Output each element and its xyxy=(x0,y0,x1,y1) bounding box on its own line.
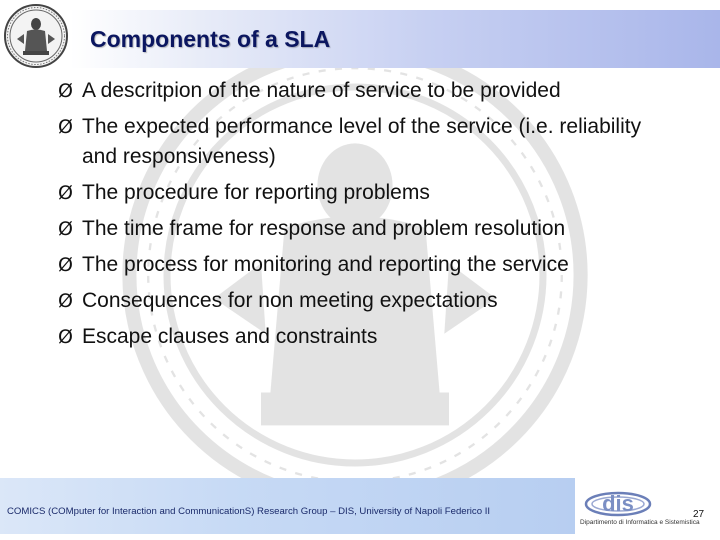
arrow-bullet-icon: Ø xyxy=(58,218,73,240)
dis-logo-caption: Dipartimento di Informatica e Sistemistica xyxy=(580,519,700,526)
footer-credit: COMICS (COMputer for Interaction and CommunicationS) Research Group – DIS, University of Napoli Federico II xyxy=(7,506,491,517)
bullet-list xyxy=(58,76,678,358)
bullet-text: Consequences for non meeting expectations xyxy=(82,289,498,312)
bullet-text: The time frame for response and problem resolution xyxy=(82,217,566,240)
bullet-item xyxy=(58,286,678,316)
bullet-text: The procedure for reporting problems xyxy=(82,181,430,204)
arrow-bullet-icon: Ø xyxy=(58,290,73,312)
arrow-bullet-icon: Ø xyxy=(58,116,73,138)
bullet-text: Escape clauses and constraints xyxy=(82,325,378,348)
arrow-bullet-icon: Ø xyxy=(58,254,73,276)
bullet-text: A descritpion of the nature of service to be provided xyxy=(82,79,561,102)
slide-title: Components of a SLA xyxy=(90,26,331,52)
arrow-bullet-icon: Ø xyxy=(58,182,73,204)
bullet-text: The expected performance level of the service (i.e. reliability and responsiveness) xyxy=(82,115,642,168)
bullet-item xyxy=(58,322,678,352)
arrow-bullet-icon: Ø xyxy=(58,326,73,348)
bullet-item xyxy=(58,250,678,280)
page-number: 27 xyxy=(693,509,705,520)
university-seal-logo xyxy=(3,3,69,69)
bullet-item xyxy=(58,76,678,106)
arrow-bullet-icon: Ø xyxy=(58,80,73,102)
bullet-item xyxy=(58,112,678,172)
bullet-item xyxy=(58,214,678,244)
dis-logo-text: dis xyxy=(602,491,634,516)
dis-logo xyxy=(578,482,688,534)
bullet-text: The process for monitoring and reporting the service xyxy=(82,253,569,276)
bullet-item xyxy=(58,178,678,208)
